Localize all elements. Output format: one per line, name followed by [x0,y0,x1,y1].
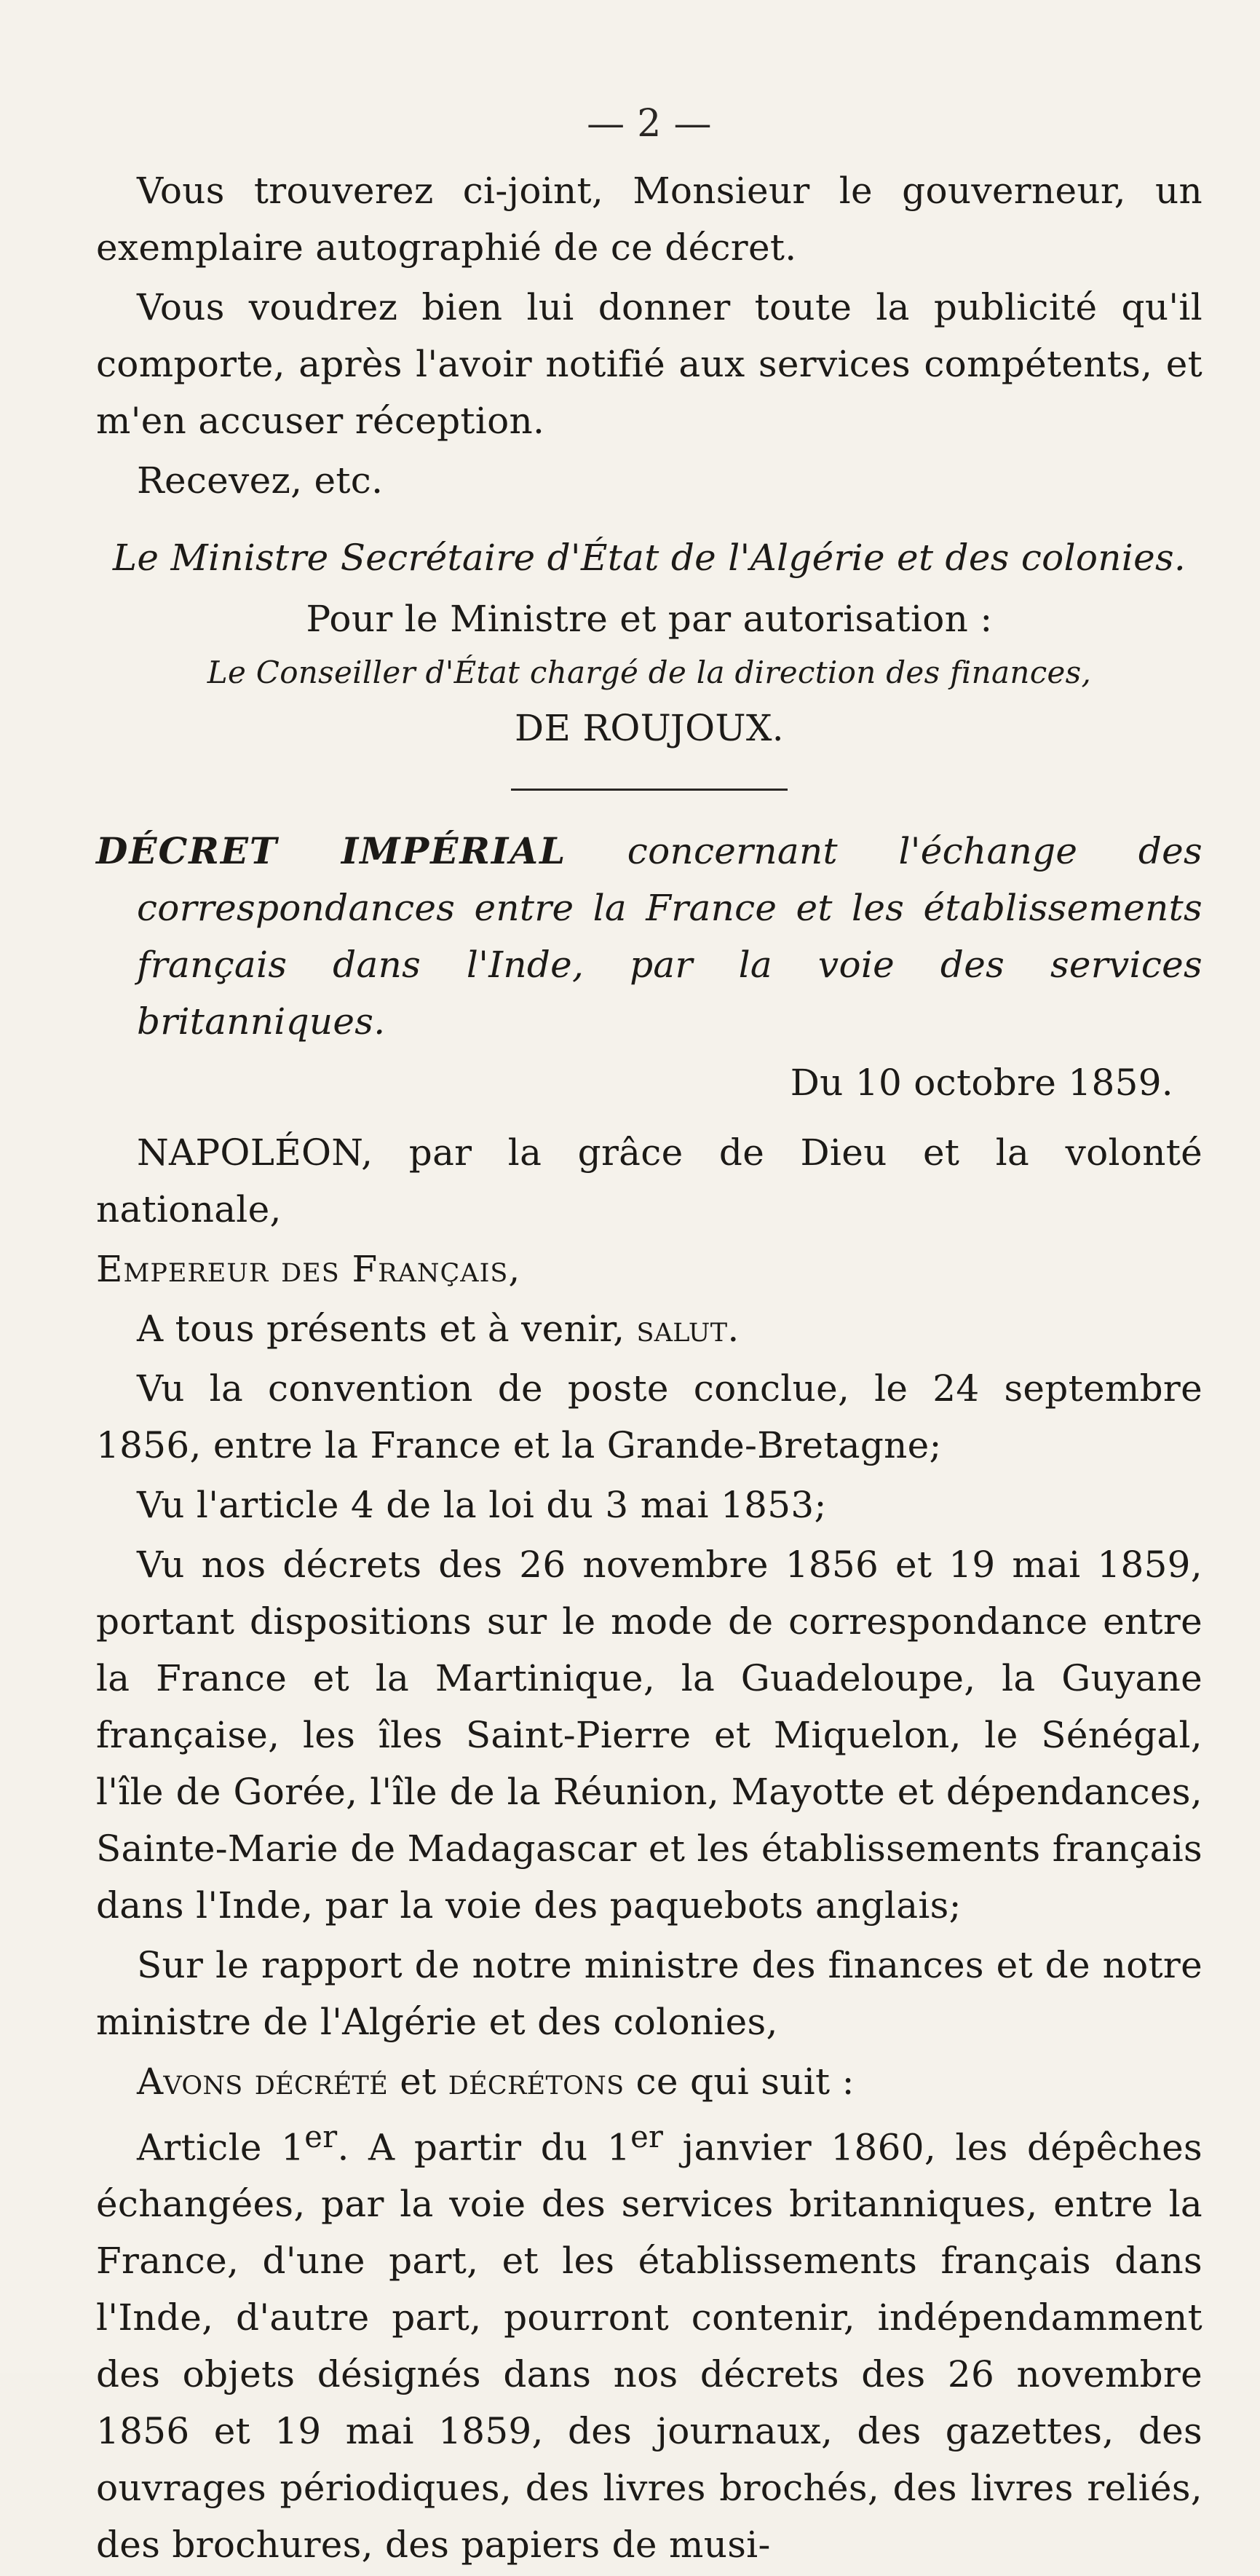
intro-paragraph-2: Vous voudrez bien lui donner toute la publicité qu'il comporte, après l'avoir notifié aux services compétents, et m'en accuser réception. [96,286,1202,443]
consideration-1: Vu la convention de poste conclue, le 24 septembre 1856, entre la France et la Grande-Bretagne; [96,1367,1202,1466]
decree-title-rest: concernant l'échange des correspondances entre la France et les établissements français dans l'Inde, par la voie des services britanniques. [137,829,1202,1043]
consideration-3: Vu nos décrets des 26 novembre 1856 et 19 mai 1859, portant dispositions sur le mode de correspondance entre la France et la Martinique, la Guadeloupe, la Guyane française, les îles Saint-Pierre et Miquelon, le Sénégal, l'île de Gorée, l'île de la Réunion, Mayotte et dépendances, Sainte-Marie de Madagascar et les établissements français dans l'Inde, par la voie des paquebots anglais; [96,1543,1202,1927]
intro-paragraph-3: Recevez, etc. [137,459,384,502]
section-divider [511,789,788,791]
decree-title-caps: DÉCRET IMPÉRIAL [96,829,567,872]
decree-formula-caps-2: décrétons [448,2060,625,2103]
signature-role: Le Conseiller d'État chargé de la direction des finances, [207,655,1092,691]
article-label-sup: er [304,2118,338,2154]
article-text-b: janvier 1860, les dépêches échangées, par la voie des services britanniques, entre la France, d'une part, et les établissements français dans l'Inde, d'autre part, pourront contenir, indépendamment des objets désignés dans nos décrets des 26 novembre 1856 et 19 mai 1859, des journaux, des gazettes, des ouvrages périodiques, des livres brochés, des livres reliés, des brochures, des papiers de musi- [96,2126,1202,2567]
decree-title [96,823,1202,1050]
decree-formula-caps-1: Avons décrété [137,2060,389,2103]
decree-greeting [96,1300,1202,1357]
signature-title: Le Ministre Secrétaire d'État de l'Algérie et des colonies. [112,537,1186,580]
signature-authorization: Pour le Ministre et par autorisation : [306,598,993,641]
article-1 [96,2113,1202,2574]
decree-date: Du 10 octobre 1859. [790,1061,1173,1104]
page-content [96,95,1202,2576]
decree-formula-end: ce qui suit : [624,2060,855,2103]
decree-opening: NAPOLÉON, par la grâce de Dieu et la volonté nationale, [96,1131,1202,1230]
greeting-salut: salut. [636,1307,740,1350]
consideration-2: Vu l'article 4 de la loi du 3 mai 1853; [137,1483,827,1526]
page-number: — 2 — [587,102,712,146]
article-text-sup: er [630,2118,664,2154]
decree-emperor: Empereur des Français, [96,1247,521,1290]
decree-formula-mid: et [388,2060,448,2103]
consideration-4: Sur le rapport de notre ministre des finances et de notre ministre de l'Algérie et des colonies, [96,1943,1202,2043]
article-label: Article 1 [137,2126,305,2169]
article-text-a: . A partir du 1 [337,2126,631,2169]
greeting-text: A tous présents et à venir, [137,1307,637,1350]
signature-name: DE ROUJOUX. [515,706,784,749]
decree-formula [96,2053,1202,2110]
intro-paragraph-1: Vous trouverez ci-joint, Monsieur le gouverneur, un exemplaire autographié de ce décret. [96,170,1202,269]
